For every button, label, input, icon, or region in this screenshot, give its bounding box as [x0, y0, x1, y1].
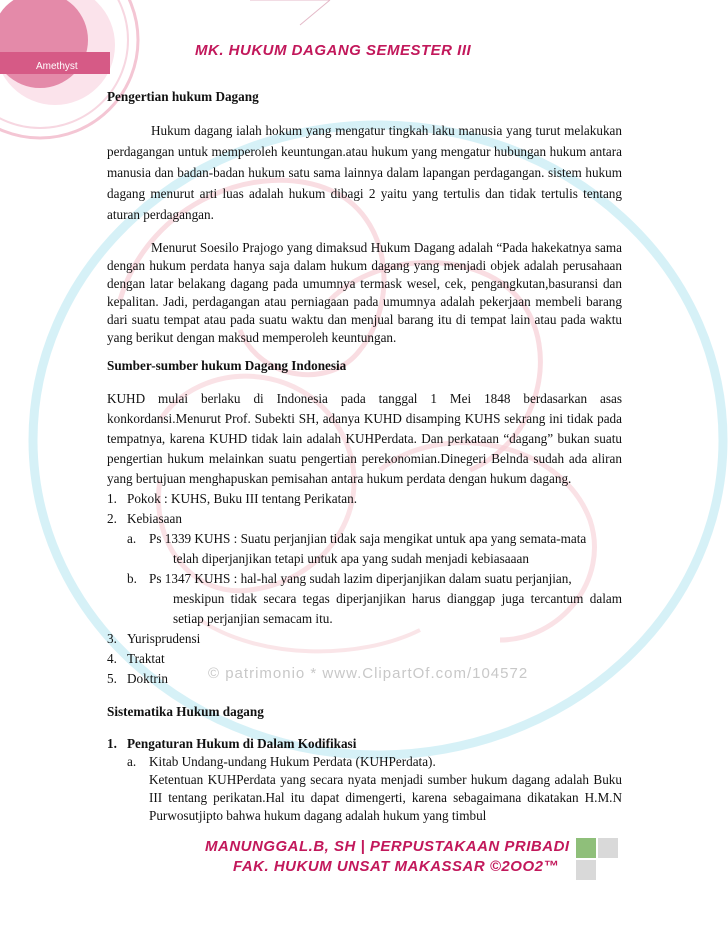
- footer-institution: FAK. HUKUM UNSAT MAKASSAR ©2OO2™: [233, 858, 559, 875]
- green-square: [576, 838, 596, 858]
- footer-author: MANUNGGAL.B, SH | PERPUSTAKAAN PRIBADI: [205, 838, 570, 855]
- sistematika-list: [107, 735, 622, 753]
- footer-decorative-squares: [576, 838, 620, 882]
- gray-square: [598, 838, 618, 858]
- section-heading-sistematika: Sistematika Hukum dagang: [107, 704, 264, 719]
- sources-list-cont: [107, 629, 622, 689]
- paragraph: Menurut Soesilo Prajogo yang dimaksud Hukum Dagang adalah “Pada hakekatnya sama dengan hukum perdata hanya saja dalam hukum dagang yang menjadi objek adalah perusahaan dengan latar belakang dagang pada umumnya termask wesel, cek, pengangkutan,basuransi dan kepalitan. Jadi, perdagangan atau perniagaan pada umumnya adalah pekerjaan membeli barang dari suatu tempat atau pada suatu waktu dan menjual barang itu di tempat lain atau pada waktu yang berikut dengan maksud memperoleh keuntungan.: [107, 240, 622, 345]
- kebiasaan-sublist: [107, 529, 622, 629]
- page-title: MK. HUKUM DAGANG SEMESTER III: [195, 42, 472, 59]
- section-heading-sumber: Sumber-sumber hukum Dagang Indonesia: [107, 358, 347, 373]
- clipart-watermark: © patrimonio * www.ClipartOf.com/104572: [208, 665, 529, 682]
- section-heading-pengertian: Pengertian hukum Dagang: [107, 89, 259, 104]
- gray-square: [576, 860, 596, 880]
- list-item: 2. Kebiasaan: [107, 511, 182, 526]
- list-item: 4. Traktat: [107, 651, 165, 666]
- paragraph: Hukum dagang ialah hokum yang mengatur tingkah laku manusia yang turut melakukan perdagangan untuk memperoleh keuntungan.atau hukum yang mengatur hubungan hukum antara manusia dan badan-badan hukum satu sama lainnya dalam lapangan perdagangan. sistem hukum dagang menurut arti luas adalah hukum dibagi 2 yaitu yang tertulis dan tidak tertulis tentang aturan perdagangan.: [107, 123, 622, 222]
- list-item: a. Ps 1339 KUHS : Suatu perjanjian tidak saja mengikat untuk apa yang semata-mata telah diperjanjikan tetapi untuk apa yang sudah menjadi kebiasaaan: [127, 531, 587, 566]
- list-item: b. Ps 1347 KUHS : hal-hal yang sudah lazim diperjanjikan dalam suatu perjanjian, meskipun tidak secara tegas diperjanjikan harus dianggap juga tercantum dalam setiap perjanjian semacam itu.: [127, 571, 622, 626]
- brand-label: Amethyst: [36, 61, 78, 72]
- list-item: 5. Doktrin: [107, 671, 169, 686]
- document-body: [107, 88, 622, 825]
- list-item: a. Kitab Undang-undang Hukum Perdata (KUHPerdata). Ketentuan KUHPerdata yang secara nyata menjadi sumber hukum dagang adalah Buku III tentang perikatan.Hal itu dapat dimengerti, karena sebagaimana dikatakan H.M.N Purwosutjipto bahwa hukum dagang adalah hukum yang timbul: [127, 754, 622, 823]
- list-item: 1. Pokok : KUHS, Buku III tentang Perikatan.: [107, 491, 358, 506]
- sources-list: [107, 489, 622, 529]
- list-item: 1. Pengaturan Hukum di Dalam Kodifikasi: [107, 736, 357, 751]
- list-item: 3. Yurisprudensi: [107, 631, 201, 646]
- paragraph: KUHD mulai berlaku di Indonesia pada tanggal 1 Mei 1848 berdasarkan asas konkordansi.Menurut Prof. Subekti SH, adanya KUHD disamping KUHS sekrang ini tidak pada tempatnya, karena KUHD tidak lain adalah KUHPerdata. Dan perkataan “dagang” bukan suatu pengertian hukum melainkan suatu pengertian perekonomian.Dinegeri Belnda sudah ada aliran yang bertujuan menghapuskan pemisahan antara hukum perdata dengan hukum dagang.: [107, 391, 622, 486]
- kodifikasi-sublist: [107, 753, 622, 825]
